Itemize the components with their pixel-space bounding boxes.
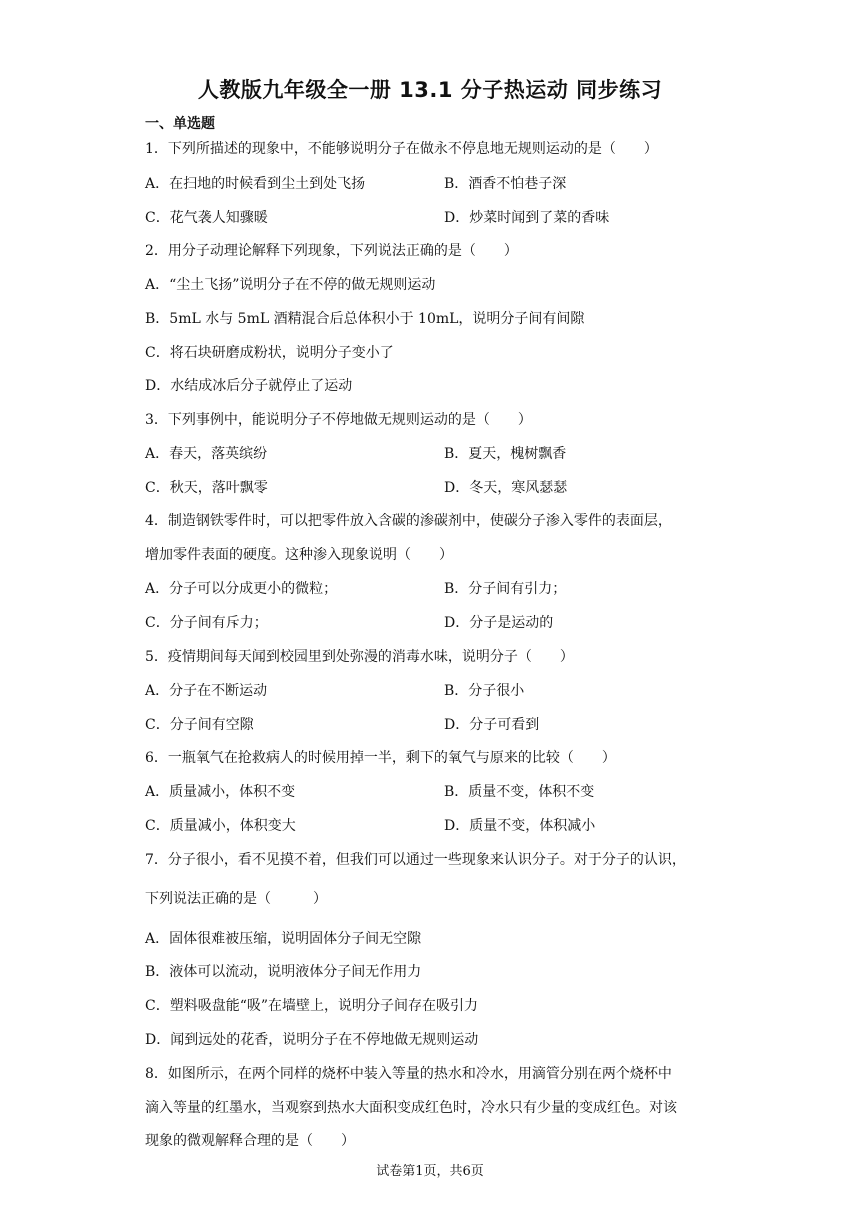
question-5-option-a: A．分子在不断运动	[145, 683, 268, 699]
question-4-stem-line-2: 增加零件表面的硬度。这种渗入现象说明（ ）	[145, 547, 453, 563]
question-5-option-d: D．分子可看到	[444, 717, 540, 733]
question-8-stem-line-2: 滴入等量的红墨水，当观察到热水大面积变成红色时，冷水只有少量的变成红色。对该	[145, 1100, 677, 1116]
question-4-stem-line-1: 4．制造钢铁零件时，可以把零件放入含碳的渗碳剂中，使碳分子渗入零件的表面层，	[145, 513, 672, 529]
question-7-option-d: D．闻到远处的花香，说明分子在不停地做无规则运动	[145, 1032, 479, 1048]
section-heading: 一、单选题	[145, 116, 215, 132]
question-5-option-c: C．分子间有空隙	[145, 717, 254, 733]
question-3-option-a: A．春天，落英缤纷	[145, 446, 268, 462]
question-6-stem: 6．一瓶氧气在抢救病人的时候用掉一半，剩下的氧气与原来的比较（ ）	[145, 750, 616, 766]
question-2-option-a: A．“尘土飞扬”说明分子在不停的做无规则运动	[145, 277, 436, 293]
page-footer: 试卷第1页，共6页	[376, 1164, 484, 1179]
question-3-option-b: B．夏天，槐树飘香	[444, 446, 567, 462]
question-3-stem: 3．下列事例中，能说明分子不停地做无规则运动的是（ ）	[145, 412, 532, 428]
question-7-option-a: A．固体很难被压缩，说明固体分子间无空隙	[145, 931, 422, 947]
question-7-stem-line-1: 7．分子很小，看不见摸不着，但我们可以通过一些现象来认识分子。对于分子的认识，	[145, 852, 686, 868]
question-7-stem-line-2: 下列说法正确的是（ ）	[145, 891, 327, 907]
question-1-option-a: A．在扫地的时候看到尘土到处飞扬	[145, 176, 366, 192]
question-1-option-d: D．炒菜时闻到了菜的香味	[444, 210, 610, 226]
question-6-option-d: D．质量不变，体积减小	[444, 818, 596, 834]
question-1-option-b: B．酒香不怕巷子深	[444, 176, 567, 192]
question-7-option-c: C．塑料吸盘能“吸”在墙壁上，说明分子间存在吸引力	[145, 998, 479, 1014]
question-5-stem: 5．疫情期间每天闻到校园里到处弥漫的消毒水味，说明分子（ ）	[145, 649, 574, 665]
question-2-option-b: B．5mL 水与 5mL 酒精混合后总体积小于 10mL，说明分子间有间隙	[145, 311, 585, 327]
question-4-option-d: D．分子是运动的	[444, 615, 554, 631]
question-2-stem: 2．用分子动理论解释下列现象，下列说法正确的是（ ）	[145, 243, 518, 259]
question-8-stem-line-3: 现象的微观解释合理的是（ ）	[145, 1133, 355, 1149]
question-8-stem-line-1: 8．如图所示，在两个同样的烧杯中装入等量的热水和冷水，用滴管分别在两个烧杯中	[145, 1066, 672, 1082]
question-4-option-b: B．分子间有引力；	[444, 581, 567, 597]
question-3-option-d: D．冬天，寒风瑟瑟	[444, 480, 568, 496]
question-7-option-b: B．液体可以流动，说明液体分子间无作用力	[145, 964, 422, 980]
question-2-option-d: D．水结成冰后分子就停止了运动	[145, 378, 353, 394]
question-1-option-c: C．花气袭人知骤暖	[145, 210, 268, 226]
question-6-option-c: C．质量减小，体积变大	[145, 818, 296, 834]
question-5-option-b: B．分子很小	[444, 683, 525, 699]
question-1-stem: 1．下列所描述的现象中，不能够说明分子在做永不停息地无规则运动的是（ ）	[145, 141, 658, 157]
page-title: 人教版九年级全一册 13.1 分子热运动 同步练习	[197, 78, 663, 102]
question-6-option-a: A．质量减小，体积不变	[145, 784, 296, 800]
question-4-option-c: C．分子间有斥力；	[145, 615, 268, 631]
question-6-option-b: B．质量不变，体积不变	[444, 784, 595, 800]
question-2-option-c: C．将石块研磨成粉状，说明分子变小了	[145, 345, 394, 361]
question-3-option-c: C．秋天，落叶飘零	[145, 480, 268, 496]
question-4-option-a: A．分子可以分成更小的微粒；	[145, 581, 338, 597]
